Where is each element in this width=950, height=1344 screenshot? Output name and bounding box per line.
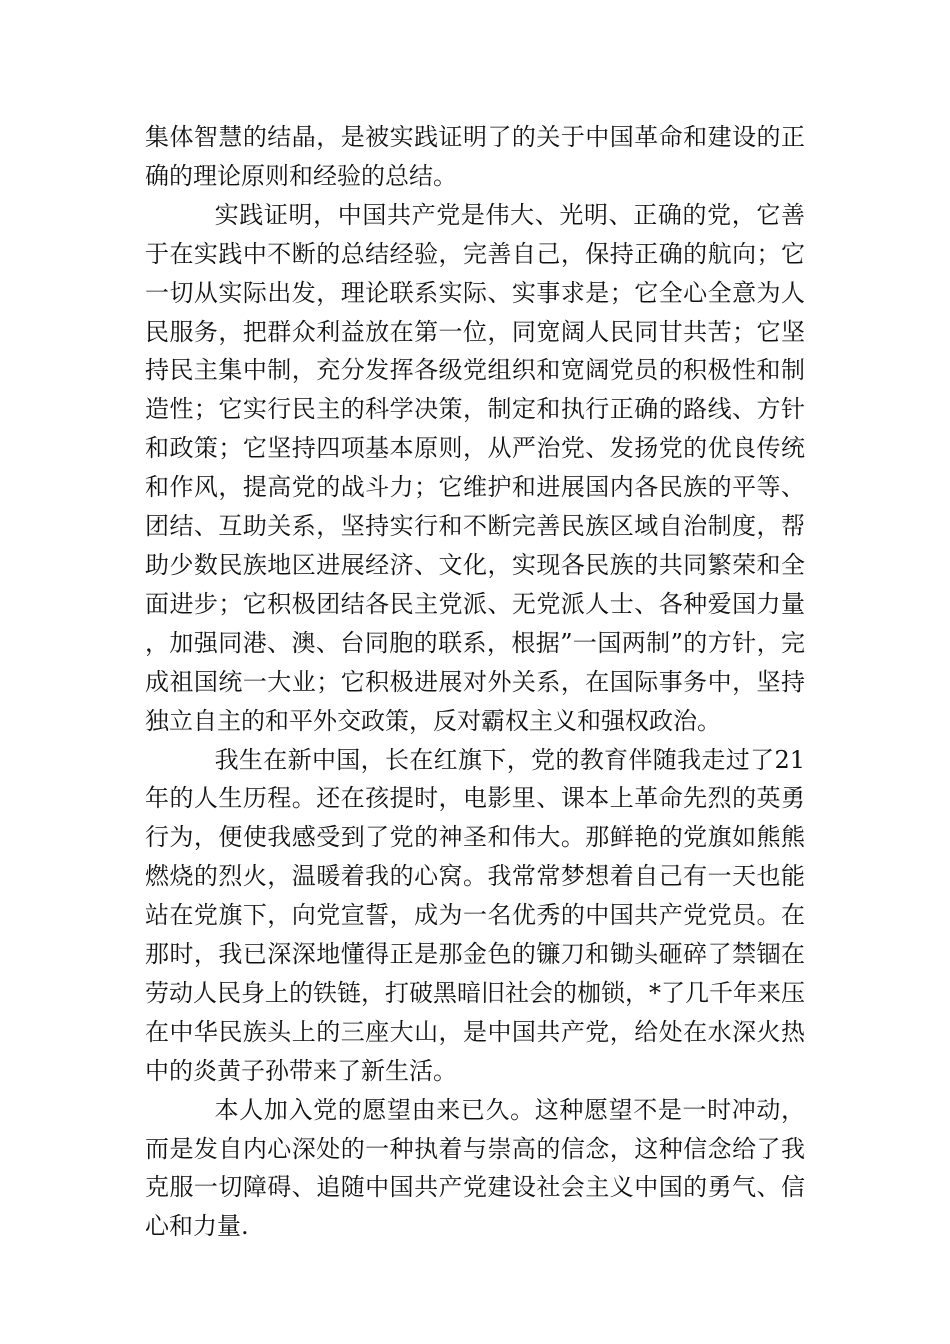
paragraph-practice-proves: 实践证明，中国共产党是伟大、光明、正确的党，它善于在实践中不断的总结经验，完善自己，保持正确的航向；它一切从实际出发，理论联系实际、实事求是；它全心全意为人民服务，把群众利益放在第一位，同宽阔人民同甘共苦；它坚持民主集中制，充分发挥各级党组织和宽阔党员的积极性和制造性；它实行民主的科学决策，制定和执行正确的路线、方针和政策；它坚持四项基本原则，从严治党、发扬党的优良传统和作风，提高党的战斗力；它维护和进展国内各民族的平等、团结、互助关系，坚持实行和不断完善民族区域自治制度，帮助少数民族地区进展经济、文化，实现各民族的共同繁荣和全面进步；它积极团结各民主党派、无党派人士、各种爱国力量，加强同港、澳、台同胞的联系，根据”一国两制”的方针，完成祖国统一大业；它积极进展对外关系，在国际事务中，坚持独立自主的和平外交政策，反对霸权主义和强权政治。 — [145, 200, 805, 735]
paragraph-continuation: 集体智慧的结晶，是被实践证明了的关于中国革命和建设的正确的理论原则和经验的总结。 — [145, 123, 805, 190]
paragraph-joining-wish: 本人加入党的愿望由来已久。这种愿望不是一时冲动，而是发自内心深处的一种执着与崇高的信念，这种信念给了我克服一切障碍、追随中国共产党建设社会主义中国的勇气、信心和力量. — [145, 1095, 805, 1241]
document-body — [145, 118, 805, 1246]
paragraph-born-in-new-china: 我生在新中国，长在红旗下，党的教育伴随我走过了21年的人生历程。还在孩提时，电影里、课本上革命先烈的英勇行为，便使我感受到了党的神圣和伟大。那鲜艳的党旗如熊熊燃烧的烈火，温暖着我的心窝。我常常梦想着自己有一天也能站在党旗下，向党宣誓，成为一名优秀的中国共产党党员。在那时，我已深深地懂得正是那金色的镰刀和锄头砸碎了禁锢在劳动人民身上的铁链，打破黑暗旧社会的枷锁，*了几千年来压在中华民族头上的三座大山，是中国共产党，给处在水深火热中的炎黄子孙带来了新生活。 — [145, 745, 805, 1085]
